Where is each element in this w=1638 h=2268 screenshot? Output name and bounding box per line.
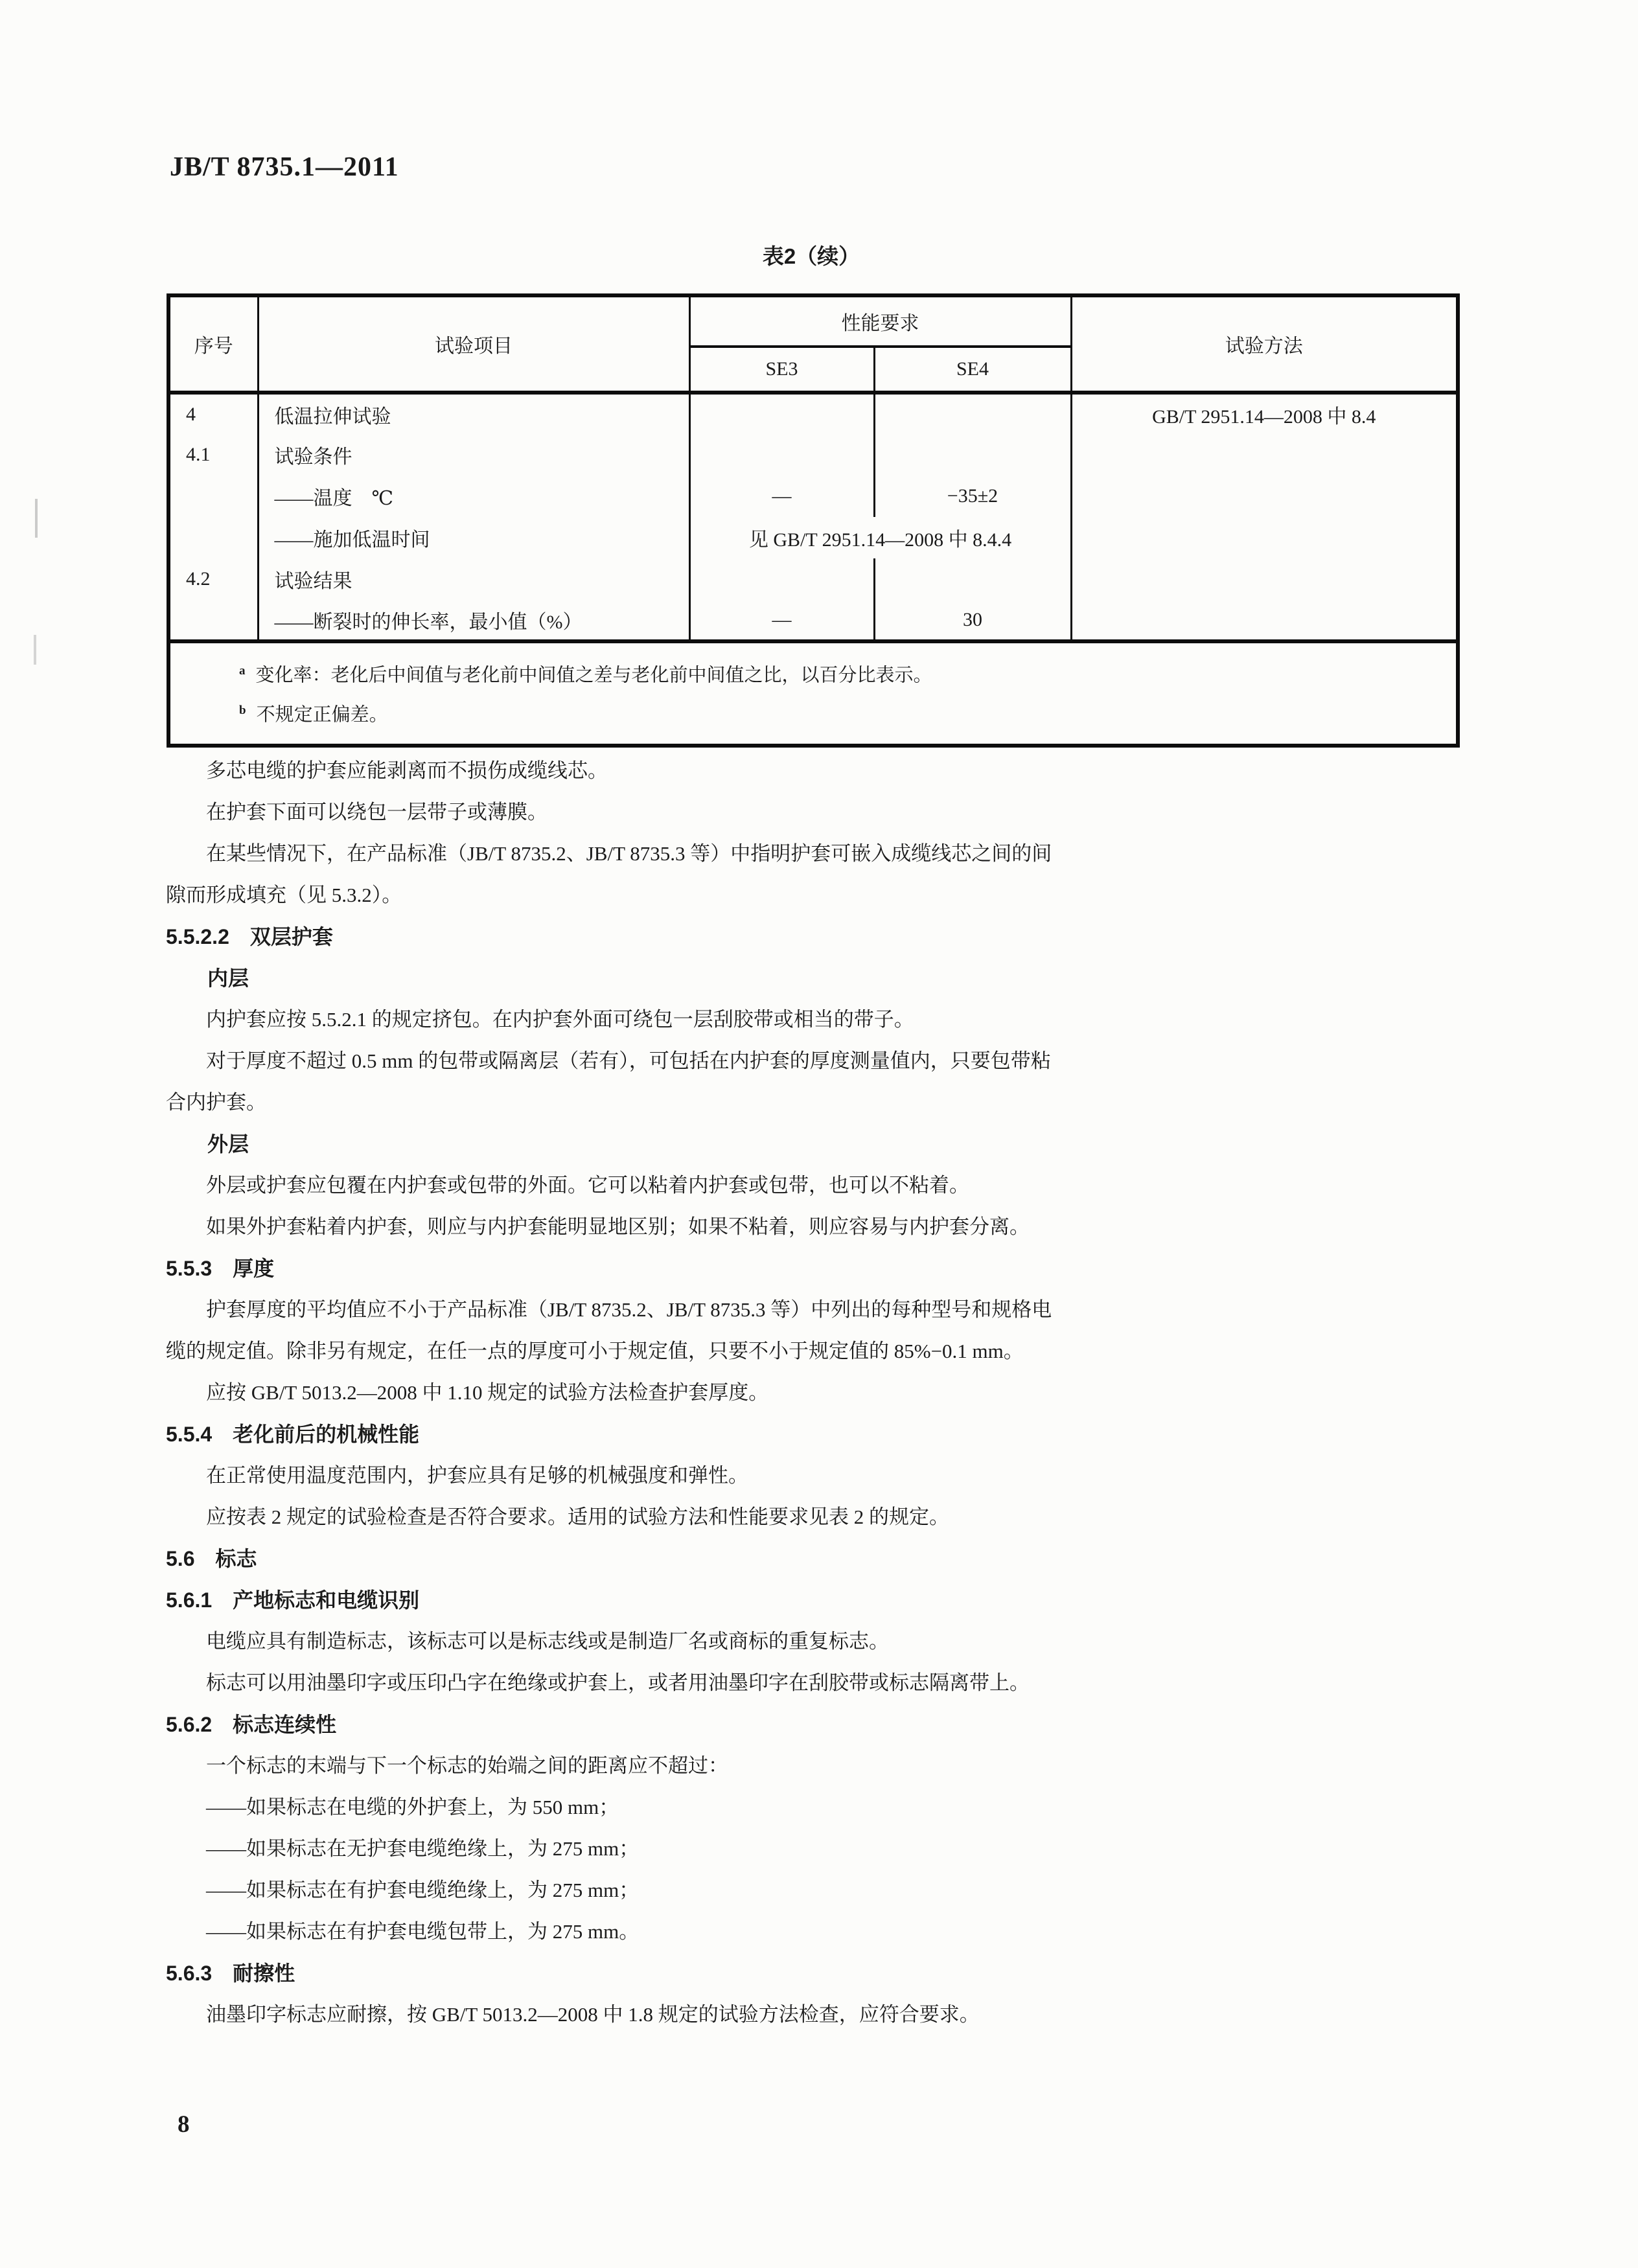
table-row: [168, 434, 1458, 475]
se4-cell: [874, 393, 1071, 434]
method-cell: [1071, 517, 1458, 558]
paragraph: 如果外护套粘着内护套，则应与内护套能明显地区别；如果不粘着，则应容易与内护套分离。: [206, 1215, 1030, 1238]
footnote: [239, 654, 1436, 693]
item-cell: 低温拉伸试验: [258, 393, 689, 434]
item-cell: ——施加低温时间: [258, 517, 689, 558]
se4-cell: [874, 434, 1071, 475]
list-item: ——如果标志在电缆的外护套上，为 550 mm；: [206, 1796, 619, 1818]
section-heading: 5.5.3 厚度: [166, 1257, 275, 1280]
table-row: [168, 558, 1458, 600]
spec-table: [167, 293, 1460, 748]
col-header-seq: 序号: [168, 295, 258, 393]
scan-artifact: [34, 635, 36, 665]
seq-cell: 4.1: [168, 434, 258, 475]
sub-heading: 外层: [207, 1132, 249, 1156]
content: [166, 750, 1495, 2035]
se3-cell: —: [689, 475, 874, 517]
se4-cell: 30: [874, 600, 1071, 641]
section-heading: 5.6.2 标志连续性: [166, 1713, 337, 1736]
col-header-se3: SE3: [689, 347, 874, 393]
paragraph: 对于厚度不超过 0.5 mm 的包带或隔离层（若有），可包括在内护套的厚度测量值内，只要包带粘: [206, 1049, 1051, 1072]
footnote-row: [168, 641, 1458, 746]
paragraph: 标志可以用油墨印字或压印凸字在绝缘或护套上，或者用油墨印字在刮胶带或标志隔离带上。: [206, 1671, 1030, 1694]
paragraph-continuation: 隙而形成填充（见 5.3.2）。: [166, 884, 402, 906]
paragraph: 应按表 2 规定的试验检查是否符合要求。适用的试验方法和性能要求见表 2 的规定。: [206, 1506, 949, 1528]
method-cell: [1071, 558, 1458, 600]
footnote-marker: a: [239, 664, 246, 678]
table-title: 表2（续）: [762, 244, 860, 268]
method-cell: [1071, 600, 1458, 641]
item-cell: 试验结果: [258, 558, 689, 600]
item-cell: ——断裂时的伸长率，最小值（%）: [258, 600, 689, 641]
seq-cell: [168, 517, 258, 558]
scan-artifact: [35, 499, 38, 538]
doc-number: JB/T 8735.1—2011: [170, 152, 399, 182]
table-row: [168, 475, 1458, 517]
paragraph: 在正常使用温度范围内，护套应具有足够的机械强度和弹性。: [206, 1464, 748, 1487]
section-heading: 5.6.1 产地标志和电缆识别: [166, 1588, 420, 1612]
method-cell: GB/T 2951.14—2008 中 8.4: [1071, 393, 1458, 434]
method-cell: [1071, 475, 1458, 517]
col-header-se4: SE4: [874, 347, 1071, 393]
table-row: [168, 517, 1458, 558]
paragraph: 在护套下面可以绕包一层带子或薄膜。: [206, 801, 548, 823]
paragraph: 在某些情况下，在产品标准（JB/T 8735.2、JB/T 8735.3 等）中指明护套可嵌入成缆线芯之间的间: [206, 842, 1052, 865]
se4-cell: [874, 558, 1071, 600]
col-header-perf: 性能要求: [689, 295, 1071, 347]
footnote-text: 不规定正偏差。: [256, 704, 388, 726]
paragraph: 应按 GB/T 5013.2—2008 中 1.10 规定的试验方法检查护套厚度。: [206, 1381, 769, 1404]
seq-cell: 4: [168, 393, 258, 434]
paragraph: 油墨印字标志应耐擦，按 GB/T 5013.2—2008 中 1.8 规定的试验方法检查，应符合要求。: [206, 2003, 980, 2026]
item-cell: ——温度 ℃: [258, 475, 689, 517]
se3-cell: —: [689, 600, 874, 641]
item-cell: 试验条件: [258, 434, 689, 475]
section-heading: 5.5.2.2 双层护套: [166, 925, 333, 948]
table-row: [168, 393, 1458, 434]
se4-cell: −35±2: [874, 475, 1071, 517]
list-item: ——如果标志在有护套电缆包带上，为 275 mm。: [206, 1920, 640, 1943]
se3-cell: [689, 558, 874, 600]
paragraph: 外层或护套应包覆在内护套或包带的外面。它可以粘着内护套或包带，也可以不粘着。: [206, 1174, 969, 1197]
section-heading: 5.5.4 老化前后的机械性能: [166, 1423, 420, 1446]
footnote-text: 变化率：老化后中间值与老化前中间值之差与老化前中间值之比，以百分比表示。: [255, 665, 932, 686]
paragraph: 内护套应按 5.5.2.1 的规定挤包。在内护套外面可绕包一层刮胶带或相当的带子。: [206, 1008, 914, 1031]
list-item: ——如果标志在无护套电缆绝缘上，为 275 mm；: [206, 1837, 640, 1860]
list-item: ——如果标志在有护套电缆绝缘上，为 275 mm；: [206, 1879, 640, 1901]
perf-span-cell: 见 GB/T 2951.14—2008 中 8.4.4: [689, 517, 1071, 558]
seq-cell: 4.2: [168, 558, 258, 600]
col-header-method: 试验方法: [1071, 295, 1458, 393]
section-heading: 5.6 标志: [166, 1547, 257, 1570]
section-heading: 5.6.3 耐擦性: [166, 1962, 295, 1985]
paragraph: 多芯电缆的护套应能剥离而不损伤成缆线芯。: [206, 759, 608, 782]
paragraph: 一个标志的末端与下一个标志的始端之间的距离应不超过：: [206, 1754, 728, 1777]
sub-heading: 内层: [207, 967, 249, 990]
paragraph: 护套厚度的平均值应不小于产品标准（JB/T 8735.2、JB/T 8735.3 等）中列出的每种型号和规格电: [206, 1298, 1052, 1321]
paragraph: 电缆应具有制造标志，该标志可以是标志线或是制造厂名或商标的重复标志。: [206, 1630, 889, 1653]
table-body: [168, 393, 1458, 641]
footnote-area: [168, 641, 1458, 746]
table-header-row: [168, 295, 1458, 347]
footnote: [239, 693, 1436, 733]
paragraph-continuation: 缆的规定值。除非另有规定，在任一点的厚度可小于规定值，只要不小于规定值的 85%−0.1 mm。: [166, 1340, 1024, 1362]
footnote-marker: b: [239, 703, 246, 717]
table-row: [168, 600, 1458, 641]
seq-cell: [168, 475, 258, 517]
col-header-item: 试验项目: [258, 295, 689, 393]
method-cell: [1071, 434, 1458, 475]
seq-cell: [168, 600, 258, 641]
se3-cell: [689, 434, 874, 475]
paragraph-continuation: 合内护套。: [166, 1091, 266, 1114]
page-number: 8: [178, 2111, 190, 2138]
se3-cell: [689, 393, 874, 434]
